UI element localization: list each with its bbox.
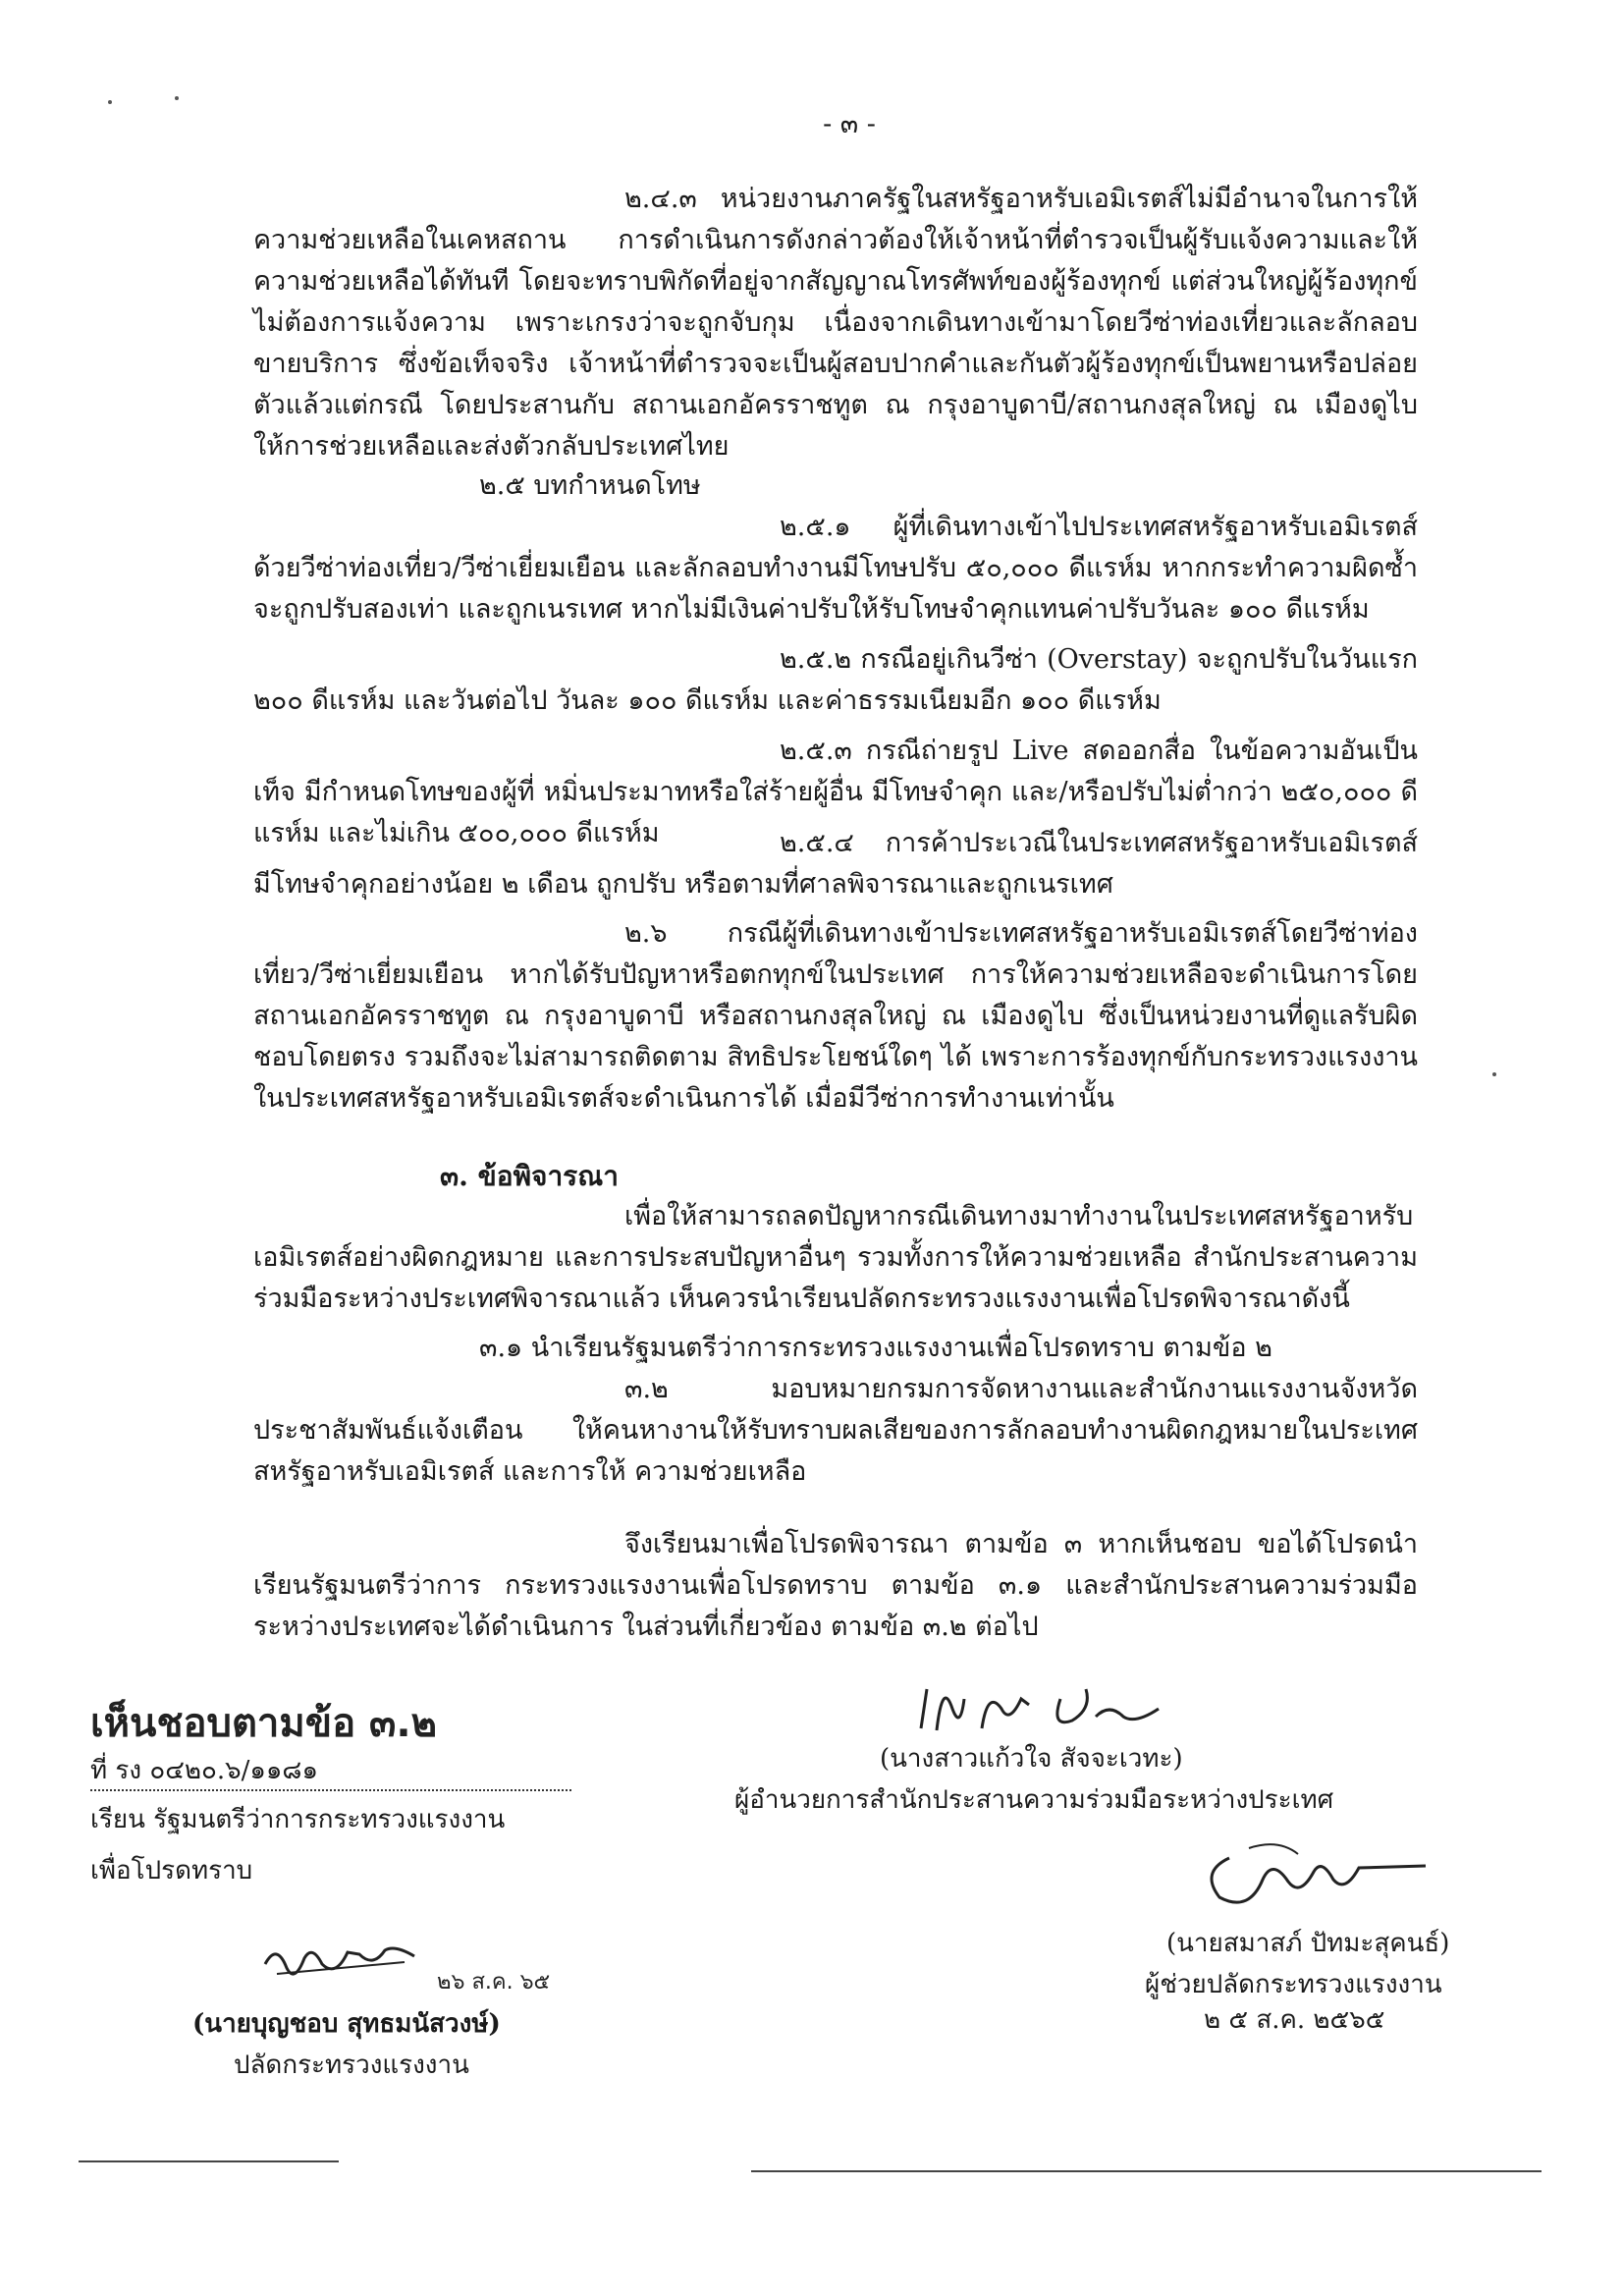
- approval-purpose: เพื่อโปรดทราบ: [90, 1856, 253, 1886]
- paragraph-3: เพื่อให้สามารถลดปัญหากรณีเดินทางมาทำงานในประเทศสหรัฐอาหรับเอมิเรตส์อย่างผิดกฎหมาย และการประสบปัญหาอื่นๆ รวมทั้งการให้ความช่วยเหลือ สำนักประสานความร่วมมือระหว่างประเทศพิจารณาแล้ว เห็นควรนำเรียนปลัดกระทรวงแรงงานเพื่อโปรดพิจารณาดังนี้: [253, 1201, 1418, 1314]
- paragraph-2-6: ๒.๖ กรณีผู้ที่เดินทางเข้าประเทศสหรัฐอาหรับเอมิเรตส์โดยวีซ่าท่องเที่ยว/วีซ่าเยี่ยมเยือน หากได้รับปัญหาหรือตกทุกข์ในประเทศ การให้ความช่วยเหลือจะดำเนินการโดยสถานเอกอัครราชทูต ณ กรุงอาบูดาบี หรือสถานกงสุลใหญ่ ณ เมืองดูไบ ซึ่งเป็นหน่วยงานที่ดูแลรับผิดชอบโดยตรง รวมถึงจะไม่สามารถติดตาม สิทธิประโยชน์ใดๆ ได้ เพราะการร้องทุกข์กับกระทรวงแรงงานในประเทศสหรัฐอาหรับเอมิเรตส์จะดำเนินการได้ เมื่อมีวีซ่าการทำงานเท่านั้น: [253, 918, 1418, 1114]
- signer1-name: (นางสาวแก้วใจ สัจจะเวทะ): [880, 1744, 1183, 1774]
- footer-rule-right: [751, 2170, 1542, 2172]
- scan-speck: [175, 96, 179, 100]
- footer-rule-left: [79, 2160, 339, 2162]
- paragraph-2-5-4: ๒.๕.๔ การค้าประเวณีในประเทศสหรัฐอาหรับเอมิเรตส์ มีโทษจำคุกอย่างน้อย ๒ เดือน ถูกปรับ หรือตามที่ศาลพิจารณาและถูกเนรเทศ: [253, 828, 1418, 900]
- approval-ref: ที่ รง ๐๔๒๐.๖/๑๑๘๑: [90, 1752, 571, 1791]
- signer2-name: (นายสมาสภ์ ปัทมะสุคนธ์): [1166, 1929, 1450, 1958]
- scan-speck: [1492, 1072, 1496, 1076]
- signer1-signature: [913, 1669, 1168, 1748]
- paragraph-2-5-2: ๒.๕.๒ กรณีอยู่เกินวีซ่า (Overstay) จะถูกปรับในวันแรก ๒๐๐ ดีแรห์ม และวันต่อไป วันละ ๑๐๐ ดีแรห์ม และค่าธรรมเนียมอีก ๑๐๐ ดีแรห์ม: [253, 644, 1418, 716]
- signer2-signature: [1190, 1829, 1435, 1917]
- approval-date-handwritten: ๒๖ ส.ค. ๖๕: [437, 1970, 551, 1995]
- scan-speck: [108, 100, 112, 104]
- closing-paragraph: จึงเรียนมาเพื่อโปรดพิจารณา ตามข้อ ๓ หากเห็นชอบ ขอได้โปรดนำเรียนรัฐมนตรีว่าการ กระทรวงแรงงานเพื่อโปรดทราบ ตามข้อ ๓.๑ และสำนักประสานความร่วมมือระหว่างประเทศจะได้ดำเนินการ ในส่วนที่เกี่ยวข้อง ตามข้อ ๓.๒ ต่อไป: [253, 1529, 1418, 1642]
- signer2-date: ๒ ๕ ส.ค. ๒๕๖๕: [1204, 2005, 1385, 2035]
- paragraph-2-4-3: ๒.๔.๓ หน่วยงานภาครัฐในสหรัฐอาหรับเอมิเรตส์ไม่มีอำนาจในการให้ความช่วยเหลือในเคหสถาน การดำเนินการดังกล่าวต้องให้เจ้าหน้าที่ตำรวจเป็นผู้รับแจ้งความและให้ความช่วยเหลือได้ทันที โดยจะทราบพิกัดที่อยู่จากสัญญาณโทรศัพท์ของผู้ร้องทุกข์ แต่ส่วนใหญ่ผู้ร้องทุกข์ไม่ต้องการแจ้งความ เพราะเกรงว่าจะถูกจับกุม เนื่องจากเดินทางเข้ามาโดยวีซ่าท่องเที่ยวและลักลอบขายบริการ ซึ่งข้อเท็จจริง เจ้าหน้าที่ตำรวจจะเป็นผู้สอบปากคำและกันตัวผู้ร้องทุกข์เป็นพยานหรือปล่อยตัวแล้วแต่กรณี โดยประสานกับ สถานเอกอัครราชทูต ณ กรุงอาบูดาบี/สถานกงสุลใหญ่ ณ เมืองดูไบ ให้การช่วยเหลือและส่งตัวกลับประเทศไทย: [253, 184, 1418, 462]
- signer1-position: ผู้อำนวยการสำนักประสานความร่วมมือระหว่างประเทศ: [734, 1785, 1334, 1815]
- heading-3: ๓. ข้อพิจารณา: [440, 1160, 619, 1192]
- heading-2-5: ๒.๕ บทกำหนดโทษ: [479, 470, 701, 501]
- approval-to: เรียน รัฐมนตรีว่าการกระทรวงแรงงาน: [90, 1805, 506, 1834]
- approver-name: (นายบุญชอบ สุทธมนัสวงษ์): [192, 2009, 501, 2039]
- page-number: - ๓ -: [823, 109, 876, 139]
- approver-position: ปลัดกระทรวงแรงงาน: [234, 2050, 469, 2080]
- paragraph-2-5-3: ๒.๕.๓ กรณีถ่ายรูป Live สดออกสื่อ ในข้อความอันเป็นเท็จ มีกำหนดโทษของผู้ที่ หมิ่นประมาทหรือใส่ร้ายผู้อื่น มีโทษจำคุก และ/หรือปรับไม่ต่ำกว่า ๒๕๐,๐๐๐ ดีแรห์ม และไม่เกิน ๕๐๐,๐๐๐ ดีแรห์ม: [253, 736, 1418, 848]
- paragraph-3-2: ๓.๒ มอบหมายกรมการจัดหางานและสำนักงานแรงงานจังหวัดประชาสัมพันธ์แจ้งเตือน ให้คนหางานให้รับทราบผลเสียของการลักลอบทำงานผิดกฎหมายในประเทศสหรัฐอาหรับเอมิเรตส์ และการให้ ความช่วยเหลือ: [253, 1374, 1418, 1487]
- approval-stamp: เห็นชอบตามข้อ ๓.๒: [90, 1701, 437, 1746]
- signer2-position: ผู้ช่วยปลัดกระทรวงแรงงาน: [1145, 1970, 1442, 1999]
- paragraph-3-1: ๓.๑ นำเรียนรัฐมนตรีว่าการกระทรวงแรงงานเพื่อโปรดทราบ ตามข้อ ๒: [479, 1333, 1272, 1363]
- approver-signature: [257, 1935, 424, 1994]
- paragraph-2-5-1: ๒.๕.๑ ผู้ที่เดินทางเข้าไปประเทศสหรัฐอาหรับเอมิเรตส์ด้วยวีซ่าท่องเที่ยว/วีซ่าเยี่ยมเยือน และลักลอบทำงานมีโทษปรับ ๕๐,๐๐๐ ดีแรห์ม หากกระทำความผิดซ้ำจะถูกปรับสองเท่า และถูกเนรเทศ หากไม่มีเงินค่าปรับให้รับโทษจำคุกแทนค่าปรับวันละ ๑๐๐ ดีแรห์ม: [253, 512, 1418, 625]
